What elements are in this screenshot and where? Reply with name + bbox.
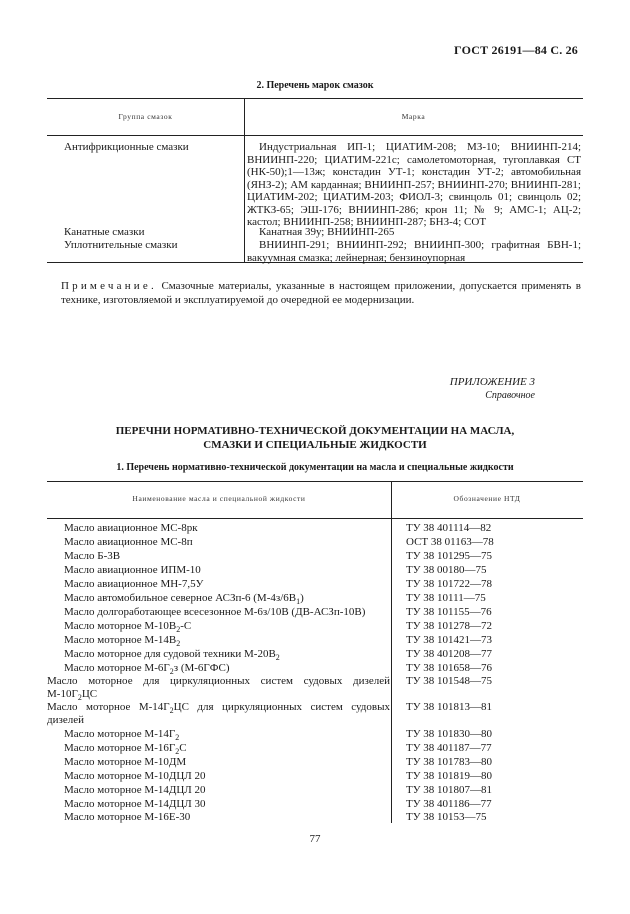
table-row (0, 577, 630, 591)
table-row (0, 755, 630, 769)
ntd-code: ТУ 38 101658—76 (406, 662, 493, 674)
note-paragraph (61, 280, 581, 307)
oil-name: Масло авиационное МС-8п (64, 536, 193, 548)
oil-name: Масло моторное М-10ДЦЛ 20 (64, 770, 206, 782)
oil-name: Масло моторное $М-14Г_2ЦС$ для циркуляционных систем судовых дизелей (47, 701, 390, 727)
oil-name: Масло автомобильное северное АСЗп-6 $(М-4з/6В_1)$ (64, 592, 304, 607)
group-cell-rope: Канатные смазки (64, 226, 145, 238)
table-row (0, 591, 630, 605)
col-header-code: Обозначение НТД (453, 494, 521, 503)
ntd-code: ТУ 38 101807—81 (406, 784, 493, 796)
oil-name: Масло авиационное ИПМ-10 (64, 564, 201, 576)
oil-name: Масло моторное $М-16Г_2С$ (64, 742, 187, 757)
ntd-code: ТУ 38 101548—75 (406, 675, 493, 687)
oil-name: Масло моторное $М-10В_2-С$ (64, 620, 192, 635)
appendix-title-line2: СМАЗКИ И СПЕЦИАЛЬНЫЕ ЖИДКОСТИ (203, 439, 427, 451)
oil-name: Масло моторное М-14ДЦЛ 30 (64, 798, 206, 810)
table-row (0, 701, 630, 728)
table-row (0, 647, 630, 661)
oil-name: Масло долгоработающее всесезонное М-6з/10В (ДВ-АСЗп-10В) (64, 606, 366, 618)
note-text: Смазочные материалы, указанные в настоящем приложении, допускается применять в технике, изготовляемой и эксплуатируемой до очередной ее модернизации. (61, 280, 581, 306)
col-header-name: Наименование масла и специальной жидкости (132, 494, 306, 503)
table1-column-divider (244, 135, 245, 262)
table-row (0, 661, 630, 675)
ntd-code: ТУ 38 401208—77 (406, 648, 493, 660)
table-row (0, 741, 630, 755)
ntd-code: ТУ 38 10153—75 (406, 811, 487, 823)
group-cell-antifriction: Антифрикционные смазки (64, 141, 189, 153)
ntd-code: ТУ 38 101813—81 (406, 701, 493, 713)
table1-top-rule (47, 98, 583, 99)
mark-cell-antifriction: Индустриальная ИП-1; ЦИАТИМ-208; МЗ-10; ВНИИНП-214; ВНИИНП-220; ЦИАТИМ-221с; самолетомоторная, тугоплавкая СТ (НК-50);1—13ж; констадин УТ-1; констадин УТ-2; автомобильная (ЯНЗ-2); АМ карданная; ВНИИНП-257; ВНИИНП-270; ВНИИНП-281; ЦИАТИМ-202; ЦИАТИМ-203; ФИОЛ-3; свинцоль 01; свинцоль 02; ЖТКЗ-65; ЭШ-176; ВНИИНП-286; крон 11; № 9; АМС-1; АЦ-2; кастол; ВНИИНП-258; ВНИИНП-287; БНЗ-4; СОТ (247, 141, 581, 228)
ntd-code: ТУ 38 101830—80 (406, 728, 493, 740)
oil-name: Масло авиационное МН-7,5У (64, 578, 204, 590)
ntd-code: ТУ 38 401114—82 (406, 522, 492, 534)
oil-name: Масло моторное $М-14В_2$ (64, 634, 181, 649)
mark-cell-rope: Канатная 39у; ВНИИНП-265 (259, 226, 395, 238)
oil-name: Масло моторное М-14ДЦЛ 20 (64, 784, 206, 796)
table2-header-rule (47, 518, 583, 519)
table-row (0, 675, 630, 702)
ntd-code: ТУ 38 00180—75 (406, 564, 487, 576)
appendix-type: Справочное (485, 390, 535, 401)
note-label: Примечание. (61, 280, 157, 292)
table-row (0, 619, 630, 633)
appendix-label: ПРИЛОЖЕНИЕ 3 (449, 376, 535, 388)
appendix-title-line1: ПЕРЕЧНИ НОРМАТИВНО-ТЕХНИЧЕСКОЙ ДОКУМЕНТАЦИИ НА МАСЛА, (115, 425, 515, 437)
oil-name: Масло моторное $М-6Г_2з$ (М-6ГФС) (64, 662, 230, 677)
ntd-code: ТУ 38 401187—77 (406, 742, 492, 754)
page-number: 77 (309, 833, 321, 845)
page-header: ГОСТ 26191—84 С. 26 (454, 43, 578, 57)
oil-name: Масло авиационное МС-8рк (64, 522, 198, 534)
oil-name: Масло моторное $М-14Г_2$ (64, 728, 180, 743)
table-row (0, 797, 630, 811)
oil-name: Масло Б-3В (64, 550, 121, 562)
mark-cell-sealing: ВНИИНП-291; ВНИИНП-292; ВНИИНП-300; графитная БВН-1; вакуумная смазка; лейнерная; бензиноупорная (247, 239, 581, 264)
section-title-lubricants: 2. Перечень марок смазок (256, 80, 374, 91)
oil-name: Масло моторное М-10ДМ (64, 756, 187, 768)
ntd-code: ТУ 38 101295—75 (406, 550, 493, 562)
table-row (0, 521, 630, 535)
ntd-code: ОСТ 38 01163—78 (406, 536, 494, 548)
table-row (0, 535, 630, 549)
ntd-code: ТУ 38 101722—78 (406, 578, 493, 590)
table-row (0, 783, 630, 797)
table-row (0, 727, 630, 741)
ntd-code: ТУ 38 401186—77 (406, 798, 492, 810)
ntd-code: ТУ 38 101421—73 (406, 634, 493, 646)
oil-name: Масло моторное для циркуляционных систем судовых дизелей $М-10Г_2ЦС$ (47, 675, 390, 703)
oil-name: Масло моторное для судовой техники $М-20В_2$ (64, 648, 280, 663)
col-header-group: Группа смазок (118, 112, 173, 121)
table-row (0, 769, 630, 783)
table-row (0, 810, 630, 824)
table-row (0, 633, 630, 647)
ntd-code: ТУ 38 101278—72 (406, 620, 493, 632)
col-header-mark: Марка (401, 112, 426, 121)
section-title-ntd: 1. Перечень нормативно-технической документации на масла и специальные жидкости (116, 462, 514, 473)
ntd-code: ТУ 38 101783—80 (406, 756, 493, 768)
table-row (0, 605, 630, 619)
table-row (0, 549, 630, 563)
table2-top-rule (47, 481, 583, 482)
oil-name: Масло моторное М-16Е-30 (64, 811, 191, 823)
table1-header-rule (47, 135, 583, 136)
ntd-code: ТУ 38 101155—76 (406, 606, 492, 618)
group-cell-sealing: Уплотнительные смазки (64, 239, 178, 251)
table-row (0, 563, 630, 577)
ntd-code: ТУ 38 101819—80 (406, 770, 493, 782)
ntd-code: ТУ 38 10111—75 (406, 592, 486, 604)
